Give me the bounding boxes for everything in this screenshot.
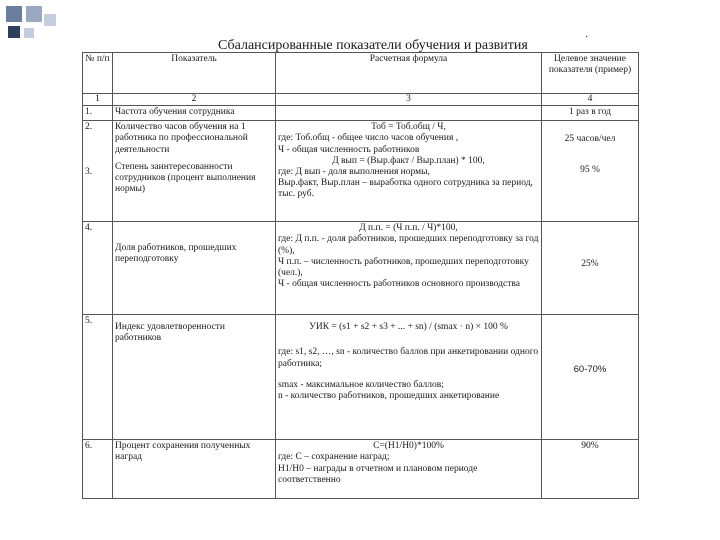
row-formula bbox=[276, 222, 542, 315]
row-formula bbox=[276, 106, 542, 121]
target-hours: 25 часов/чел bbox=[564, 134, 616, 145]
row-indicator: Процент сохранения полученных наград bbox=[113, 440, 276, 499]
row-target bbox=[542, 222, 639, 315]
header-indicator: Показатель bbox=[113, 53, 276, 94]
header-formula: Расчетная формула bbox=[276, 53, 542, 94]
col-number: 3 bbox=[276, 94, 542, 106]
formula-desc: где: Д п.п. - доля работников, прошедших переподготовку за год (%), bbox=[278, 234, 539, 256]
formula-desc: smax - максимальное количество баллов; bbox=[278, 379, 444, 390]
row-num bbox=[83, 121, 113, 222]
indicator-hours: Количество часов обучения на 1 работника по профессиональной деятельности bbox=[115, 122, 248, 155]
col-number: 2 bbox=[113, 94, 276, 106]
col-number: 1 bbox=[83, 94, 113, 106]
header-num: № п/п bbox=[83, 53, 113, 94]
formula-main: Д п.п. = (Ч п.п. / Ч)*100, bbox=[359, 223, 458, 234]
corner-mark: · bbox=[585, 32, 589, 43]
row-target: 1 раз в год bbox=[542, 106, 639, 121]
formula-interest: Д вып = (Выр.факт / Выр.план) * 100, bbox=[332, 155, 485, 166]
row-indicator bbox=[113, 121, 276, 222]
decor-square-3 bbox=[44, 14, 56, 26]
formula-desc: Ч п.п. – численность работников, прошедших переподготовку (чел.), bbox=[278, 256, 529, 279]
table-row bbox=[83, 440, 639, 499]
row-target bbox=[542, 121, 639, 222]
table-row bbox=[83, 106, 639, 121]
formula-desc: n - количество работников, прошедших анкетирование bbox=[278, 391, 500, 402]
row-indicator bbox=[113, 222, 276, 315]
row-num-2: 2. bbox=[85, 122, 93, 133]
formula-desc: где: s1, s2, …, sn - количество баллов при анкетировании одного работника; bbox=[278, 347, 539, 369]
formula-desc: где: Д вып - доля выполнения нормы, bbox=[278, 167, 430, 178]
table-row bbox=[83, 315, 639, 440]
formula-desc: Ч - общая численность работников основного производства bbox=[278, 279, 520, 290]
row-target bbox=[542, 315, 639, 440]
decor-square-1 bbox=[6, 6, 22, 22]
indicator-text: Индекс удовлетворенности работников bbox=[115, 322, 225, 344]
row-formula bbox=[276, 121, 542, 222]
formula-desc: Ч - общая численность работников bbox=[278, 144, 420, 155]
indicator-interest: Степень заинтересованности сотрудников (процент выполнения нормы) bbox=[115, 161, 256, 195]
row-formula bbox=[276, 440, 542, 499]
table-row bbox=[83, 121, 639, 222]
table-row bbox=[83, 222, 639, 315]
row-indicator: Частота обучения сотрудника bbox=[113, 106, 276, 121]
row-num: 6. bbox=[83, 440, 113, 499]
page-title: Сбалансированные показатели обучения и развития bbox=[218, 38, 528, 53]
decor-square-4 bbox=[8, 26, 20, 38]
formula-main: УИК = (s1 + s2 + s3 + ... + sn) / (smax · n) × 100 % bbox=[309, 322, 508, 333]
target-text: 25% bbox=[581, 259, 599, 270]
header-target: Целевое значение показателя (пример) bbox=[542, 53, 639, 94]
col-number: 4 bbox=[542, 94, 639, 106]
decor-square-2 bbox=[26, 6, 42, 22]
row-indicator bbox=[113, 315, 276, 440]
column-number-row bbox=[83, 94, 639, 106]
formula-desc: Н1/Н0 – награды в отчетном и плановом периоде соответственно bbox=[278, 463, 478, 485]
formula-main: С=(Н1/Н0)*100% bbox=[373, 441, 444, 452]
formula-hours: Тоб = Тоб.общ / Ч, bbox=[371, 122, 446, 133]
table-header-row bbox=[83, 53, 639, 94]
indicators-table bbox=[82, 52, 639, 499]
row-num: 4. bbox=[83, 222, 113, 315]
row-formula bbox=[276, 315, 542, 440]
row-num-3: 3. bbox=[85, 167, 93, 178]
decor-square-5 bbox=[24, 28, 34, 38]
indicator-text: Доля работников, прошедших переподготовку bbox=[115, 243, 237, 265]
target-interest: 95 % bbox=[580, 165, 600, 176]
formula-desc: где: С – сохранение наград; bbox=[278, 452, 390, 463]
target-text: 60-70% bbox=[573, 364, 607, 376]
row-num: 1. bbox=[83, 106, 113, 121]
row-num: 5. bbox=[83, 315, 113, 440]
formula-desc: Выр.факт, Выр.план – выработка одного сотрудника за период, тыс. руб. bbox=[278, 178, 533, 200]
row-target: 90% bbox=[542, 440, 639, 499]
formula-desc: где: Тоб.общ - общее число часов обучения , bbox=[278, 133, 459, 144]
